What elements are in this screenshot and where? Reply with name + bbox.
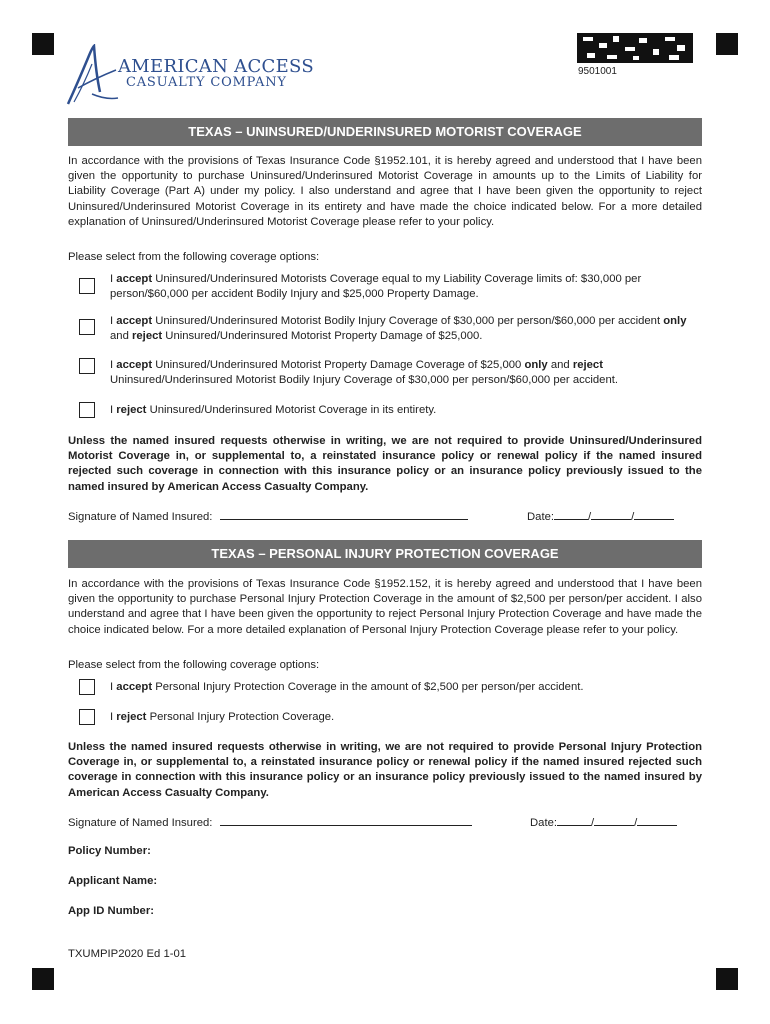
pip-date-day-field[interactable] bbox=[594, 815, 634, 826]
um-option-3-label: I accept Uninsured/Underinsured Motorist Property Damage Coverage of $25,000 only and reject Uninsured/Underinsured Motorist Bodily Injury Coverage of $30,000 per person/$60,000 per accident. bbox=[110, 359, 619, 386]
um-select-prompt: Please select from the following coverage options: bbox=[68, 251, 320, 263]
pip-option-1-checkbox[interactable] bbox=[79, 679, 95, 695]
pip-date-row: Date: / / bbox=[530, 815, 677, 829]
um-signature-field[interactable] bbox=[220, 509, 468, 520]
logo-company-subtitle: CASUALTY COMPANY bbox=[126, 75, 287, 90]
um-date-day-field[interactable] bbox=[591, 509, 631, 520]
um-option-1-checkbox[interactable] bbox=[79, 278, 95, 294]
policy-number-label: Policy Number: bbox=[68, 845, 151, 857]
applicant-name-label: Applicant Name: bbox=[68, 875, 158, 887]
app-id-label: App ID Number: bbox=[68, 905, 154, 917]
pip-intro-text: In accordance with the provisions of Texas Insurance Code §1952.152, it is hereby agreed and understood that I have been given the opportunity to purchase Personal Injury Protection Coverage in the amount of $2,500 per person/per accident. I also understand and agree that I have been given the opportunity to reject Personal Injury Protection Coverage and have made the choice indicated below. For a more detailed explanation of Personal Injury Protection Coverage please refer to your policy. bbox=[68, 578, 702, 636]
um-date-label: Date: bbox=[527, 511, 555, 523]
pip-option-2-label: I reject Personal Injury Protection Coverage. bbox=[110, 711, 335, 723]
pip-date-year-field[interactable] bbox=[637, 815, 677, 826]
um-date-month-field[interactable] bbox=[554, 509, 588, 520]
form-number: 9501001 bbox=[578, 66, 617, 77]
pip-signature-row bbox=[68, 815, 472, 829]
pip-signature-label: Signature of Named Insured: bbox=[68, 817, 213, 829]
pip-option-1-label: I accept Personal Injury Protection Coverage in the amount of $2,500 per person/per accident. bbox=[110, 681, 584, 693]
pip-section-title: TEXAS – PERSONAL INJURY PROTECTION COVERAGE bbox=[68, 540, 702, 568]
um-option-1-label: I accept Uninsured/Underinsured Motorists Coverage equal to my Liability Coverage limits of: $30,000 per person/$60,000 per accident Bodily Injury and $25,000 Property Damage. bbox=[110, 273, 642, 300]
pip-signature-field[interactable] bbox=[220, 815, 472, 826]
um-signature-row bbox=[68, 509, 468, 523]
pip-date-label: Date: bbox=[530, 817, 558, 829]
registration-mark-bottom-left bbox=[32, 968, 54, 990]
um-date-year-field[interactable] bbox=[634, 509, 674, 520]
registration-mark-top-right bbox=[716, 33, 738, 55]
registration-mark-bottom-right bbox=[716, 968, 738, 990]
um-option-2-label: I accept Uninsured/Underinsured Motorist Bodily Injury Coverage of $30,000 per person/$60,000 per accident only and reject Uninsured/Underinsured Motorist Property Damage of $25,000. bbox=[110, 315, 687, 342]
um-option-2-checkbox[interactable] bbox=[79, 319, 95, 335]
um-option-4-label: I reject Uninsured/Underinsured Motorist Coverage in its entirety. bbox=[110, 404, 437, 416]
um-notice-text: Unless the named insured requests otherwise in writing, we are not required to provide Uninsured/Underinsured Motorist Coverage in, or supplemental to, a reinstated insurance policy or renewal policy if the named insured rejected such coverage in connection with this insurance policy or an insurance policy previously issued to the named insured by American Access Casualty Company. bbox=[68, 435, 702, 493]
pip-option-2-checkbox[interactable] bbox=[79, 709, 95, 725]
um-date-row: Date: / / bbox=[527, 509, 674, 523]
pip-date-month-field[interactable] bbox=[557, 815, 591, 826]
pip-select-prompt: Please select from the following coverage options: bbox=[68, 659, 320, 671]
um-option-4-checkbox[interactable] bbox=[79, 402, 95, 418]
barcode-icon bbox=[577, 33, 693, 63]
pip-notice-text: Unless the named insured requests otherwise in writing, we are not required to provide Personal Injury Protection Coverage in, or supplemental to, a reinstated insurance policy or renewal policy if the named insured rejected such coverage in connection with this insurance policy or an insurance policy previously issued to the named insured by American Access Casualty Company. bbox=[68, 741, 702, 799]
um-section-title: TEXAS – UNINSURED/UNDERINSURED MOTORIST COVERAGE bbox=[68, 118, 702, 146]
registration-mark-top-left bbox=[32, 33, 54, 55]
um-intro-text: In accordance with the provisions of Texas Insurance Code §1952.101, it is hereby agreed and understood that I have been given the opportunity to purchase Uninsured/Underinsured Motorist Coverage in amounts up to the Limits of Liability for Liability Coverage (Part A) under my policy. I also understand and agree that I have been given the opportunity to reject Uninsured/Underinsured Motorist Coverage in its entirety and have made the choice indicated below. For a more detailed explanation of Uninsured/Underinsured Motorist Coverage please refer to your policy. bbox=[68, 155, 702, 228]
form-footer-code: TXUMPIP2020 Ed 1-01 bbox=[68, 948, 187, 960]
logo-company-name: AMERICAN ACCESS bbox=[118, 56, 315, 77]
um-option-3-checkbox[interactable] bbox=[79, 358, 95, 374]
um-signature-label: Signature of Named Insured: bbox=[68, 511, 213, 523]
